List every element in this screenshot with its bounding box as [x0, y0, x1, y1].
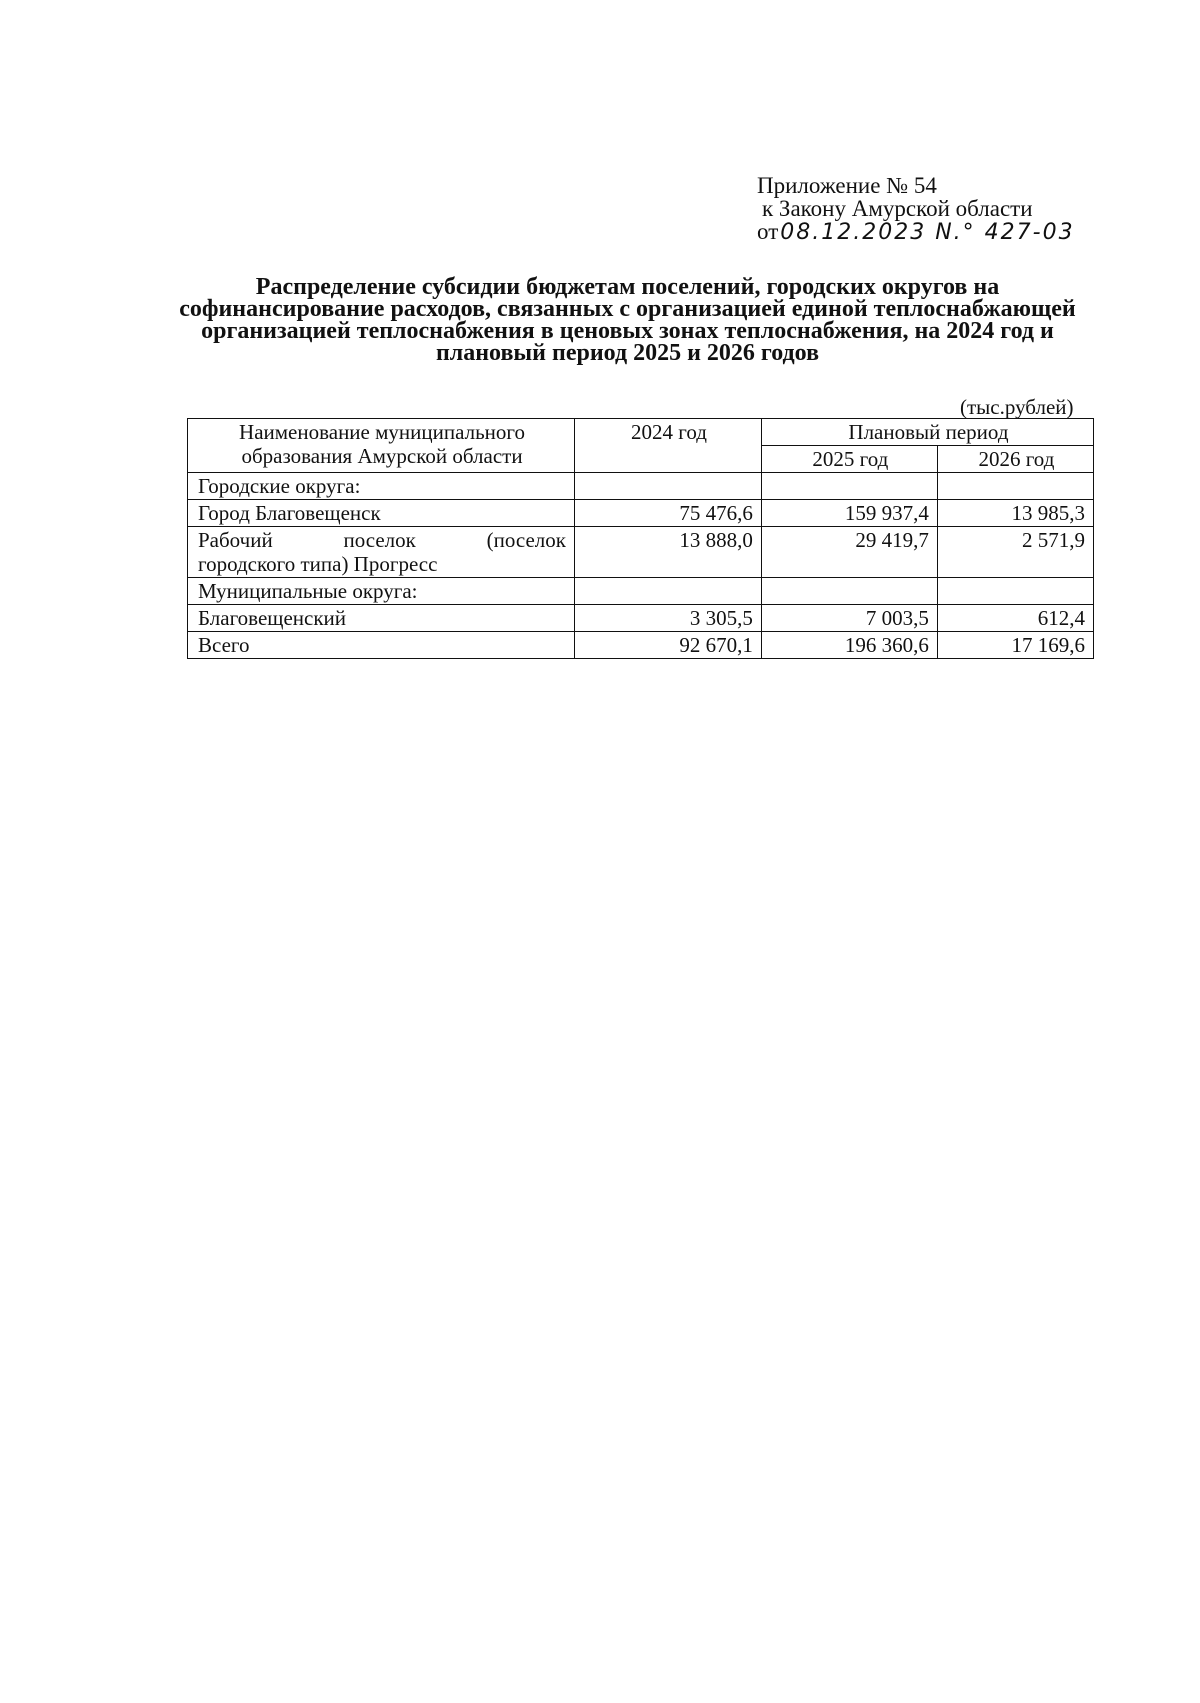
total-2024: 92 670,1 — [575, 632, 762, 659]
value-2025: 29 419,7 — [761, 527, 937, 578]
document-title: Распределение субсидии бюджетам поселений, городских округов на софинансирование расходов, связанных с организацией единой теплоснабжающей организацией теплоснабжения в ценовых зонах теплоснабжения, на 2024 год и плановый период 2025 и 2026 годов — [179, 274, 1076, 366]
appendix-law: к Закону Амурской области — [762, 196, 1033, 221]
header-2024: 2024 год — [575, 419, 762, 473]
value-2026: 13 985,3 — [937, 500, 1093, 527]
value-2025: 7 003,5 — [761, 605, 937, 632]
total-2026: 17 169,6 — [937, 632, 1093, 659]
value-2026: 2 571,9 — [937, 527, 1093, 578]
appendix-date — [757, 220, 1075, 244]
table-row — [188, 500, 1094, 527]
section-label: Муниципальные округа: — [188, 578, 575, 605]
row-name: Город Благовещенск — [188, 500, 575, 527]
row-name: Рабочий поселок (поселок городского типа) Прогресс — [188, 527, 575, 578]
total-2025: 196 360,6 — [761, 632, 937, 659]
appendix-date-prefix: от — [757, 219, 779, 244]
section-row-municipal-districts — [188, 578, 1094, 605]
appendix-number: Приложение № 54 — [757, 173, 937, 198]
total-label: Всего — [188, 632, 575, 659]
value-2024: 13 888,0 — [575, 527, 762, 578]
value-2026: 612,4 — [937, 605, 1093, 632]
appendix-block — [757, 174, 1075, 244]
header-row — [188, 419, 1094, 446]
section-label: Городские округа: — [188, 473, 575, 500]
units-label: (тыс.рублей) — [960, 395, 1074, 419]
row-name: Благовещенский — [188, 605, 575, 632]
header-2025: 2025 год — [761, 446, 937, 473]
subsidy-distribution-table — [187, 418, 1094, 659]
header-2026: 2026 год — [937, 446, 1093, 473]
total-row — [188, 632, 1094, 659]
header-name: Наименование муниципального образования Амурской области — [188, 419, 575, 473]
section-row-city-districts — [188, 473, 1094, 500]
table-row — [188, 527, 1094, 578]
value-2024: 3 305,5 — [575, 605, 762, 632]
value-2025: 159 937,4 — [761, 500, 937, 527]
handwritten-date-number: 08.12.2023 N.° 427-03 — [780, 220, 1075, 245]
table-row — [188, 605, 1094, 632]
header-planned-period: Плановый период — [761, 419, 1093, 446]
value-2024: 75 476,6 — [575, 500, 762, 527]
